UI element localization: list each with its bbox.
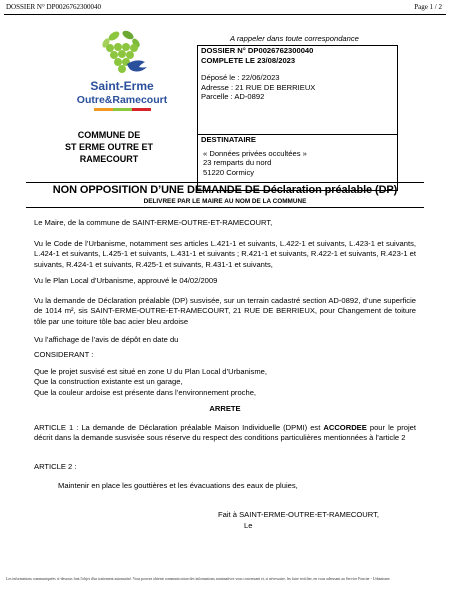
dossier-info-box [197,45,398,135]
header-page-number: Page 1 / 2 [414,3,442,11]
header-dossier-number: DOSSIER N° DP0026762300040 [6,3,101,11]
recipient-label: DESTINATAIRE [201,135,256,144]
commune-name [44,129,174,165]
article-2-heading: ARTICLE 2 : [34,462,77,471]
consideration-item: Que la construction existante est un garage, [34,377,183,387]
logo-bar-orange [94,108,113,111]
considerations-list [34,367,416,398]
decision-title: NON OPPOSITION D’UNE DEMANDE DE Déclaration préalable (DP) [52,184,398,196]
dossier-complete-date: COMPLETE LE 23/08/2023 [201,55,296,65]
logo-bar-green [113,108,132,111]
recipient-city: 51220 Cormicy [203,167,255,177]
dossier-number: DOSSIER N° DP0026762300040 [201,46,314,55]
decision-subtitle: DELIVREE PAR LE MAIRE AU NOM DE LA COMMUNE [143,198,307,205]
bird-icon [127,60,147,71]
article-2-condition: Maintenir en place les gouttières et les évacuations des eaux de pluies, [58,481,298,490]
privacy-footer: Les informations communiquées ci-dessous font l'objet d'un traitement automatisé. Vous pouvez obtenir communication des informations nominatives vous concernant et, si nécessaire, les faire rectifier, en vous adressant au Service Foncier - Urbanisme. [6,577,391,581]
dossier-deposit-date: Déposé le : 22/06/2023 [201,73,280,82]
article-1-text-end: pour le projet décrit dans la demande susvisée sous réserve du respect des conditions particulières mentionnées à l’article 2 [34,423,416,443]
article-1-decision: ACCORDEE [323,423,367,432]
logo-bar-red [132,108,151,111]
commune-logo [72,26,172,126]
logo-text-line1: Saint-Erme [90,79,154,93]
consideration-item: Que la couleur ardoise est présente dans l’environnement proche, [34,387,257,397]
header-divider [4,14,446,15]
considerant-heading: CONSIDERANT : [34,350,94,359]
commune-name-line: ST ERME OUTRE ET [64,142,153,152]
visa-plu: Vu le Plan Local d’Urbanisme, approuvé le 04/02/2009 [34,276,218,285]
dossier-parcel: Parcelle : AD-0892 [201,92,265,101]
title-divider-bottom [26,207,424,208]
title-divider-top [26,182,424,183]
arrete-heading: ARRETE [209,404,241,413]
commune-name-line: RAMECOURT [79,154,139,164]
recipient-name: « Données privées occultées » [203,148,307,158]
signature-place: Fait à SAINT-ERME-OUTRE-ET-RAMECOURT, [218,510,380,519]
commune-name-line: COMMUNE DE [77,130,141,140]
article-1-text: ARTICLE 1 : La demande de Déclaration préalable Maison Individuelle (DPMI) est [34,423,324,432]
visa-affichage: Vu l’affichage de l’avis de dépôt en date du [34,335,179,344]
article-1 [34,423,416,444]
visa-demande: Vu la demande de Déclaration préalable (DP) susvisée, sur un terrain cadastré section AD-0892, d’une superficie de 1014 m², sis SAINT-ERME-OUTRE-ET-RAMECOURT, 21 RUE DE BERRIEUX, pour Changement de toiture tôle par une toiture tôle bac acier bleu ardoise [34,296,416,326]
visa-code-urbanisme: Vu le Code de l’Urbanisme, notamment ses articles L.421-1 et suivants, L.422-1 et suivants, L.423-1 et suivants, L.424-1 et suivants, L.425-1 et suivants, L.431-1 et suivants ; R.421-1 et suivants, R.422-1 et suivants, R.423-1 et suivants, R.424-1 et suivants, R.425-1 et suivants, R.431-1 et suivants, [34,239,417,269]
recipient-street: 23 remparts du nord [203,158,272,167]
correspondence-reminder: A rappeler dans toute correspondance [230,34,359,43]
logo-text-line2: Outre&Ramecourt [76,94,168,106]
mayor-statement: Le Maire, de la commune de SAINT-ERME-OUTRE-ET-RAMECOURT, [34,218,273,227]
consideration-item: Que le projet susvisé est situé en zone U du Plan Local d’Urbanisme, [34,367,267,376]
signature-date: Le [244,521,253,530]
dossier-address: Adresse : 21 RUE DE BERRIEUX [201,82,316,92]
